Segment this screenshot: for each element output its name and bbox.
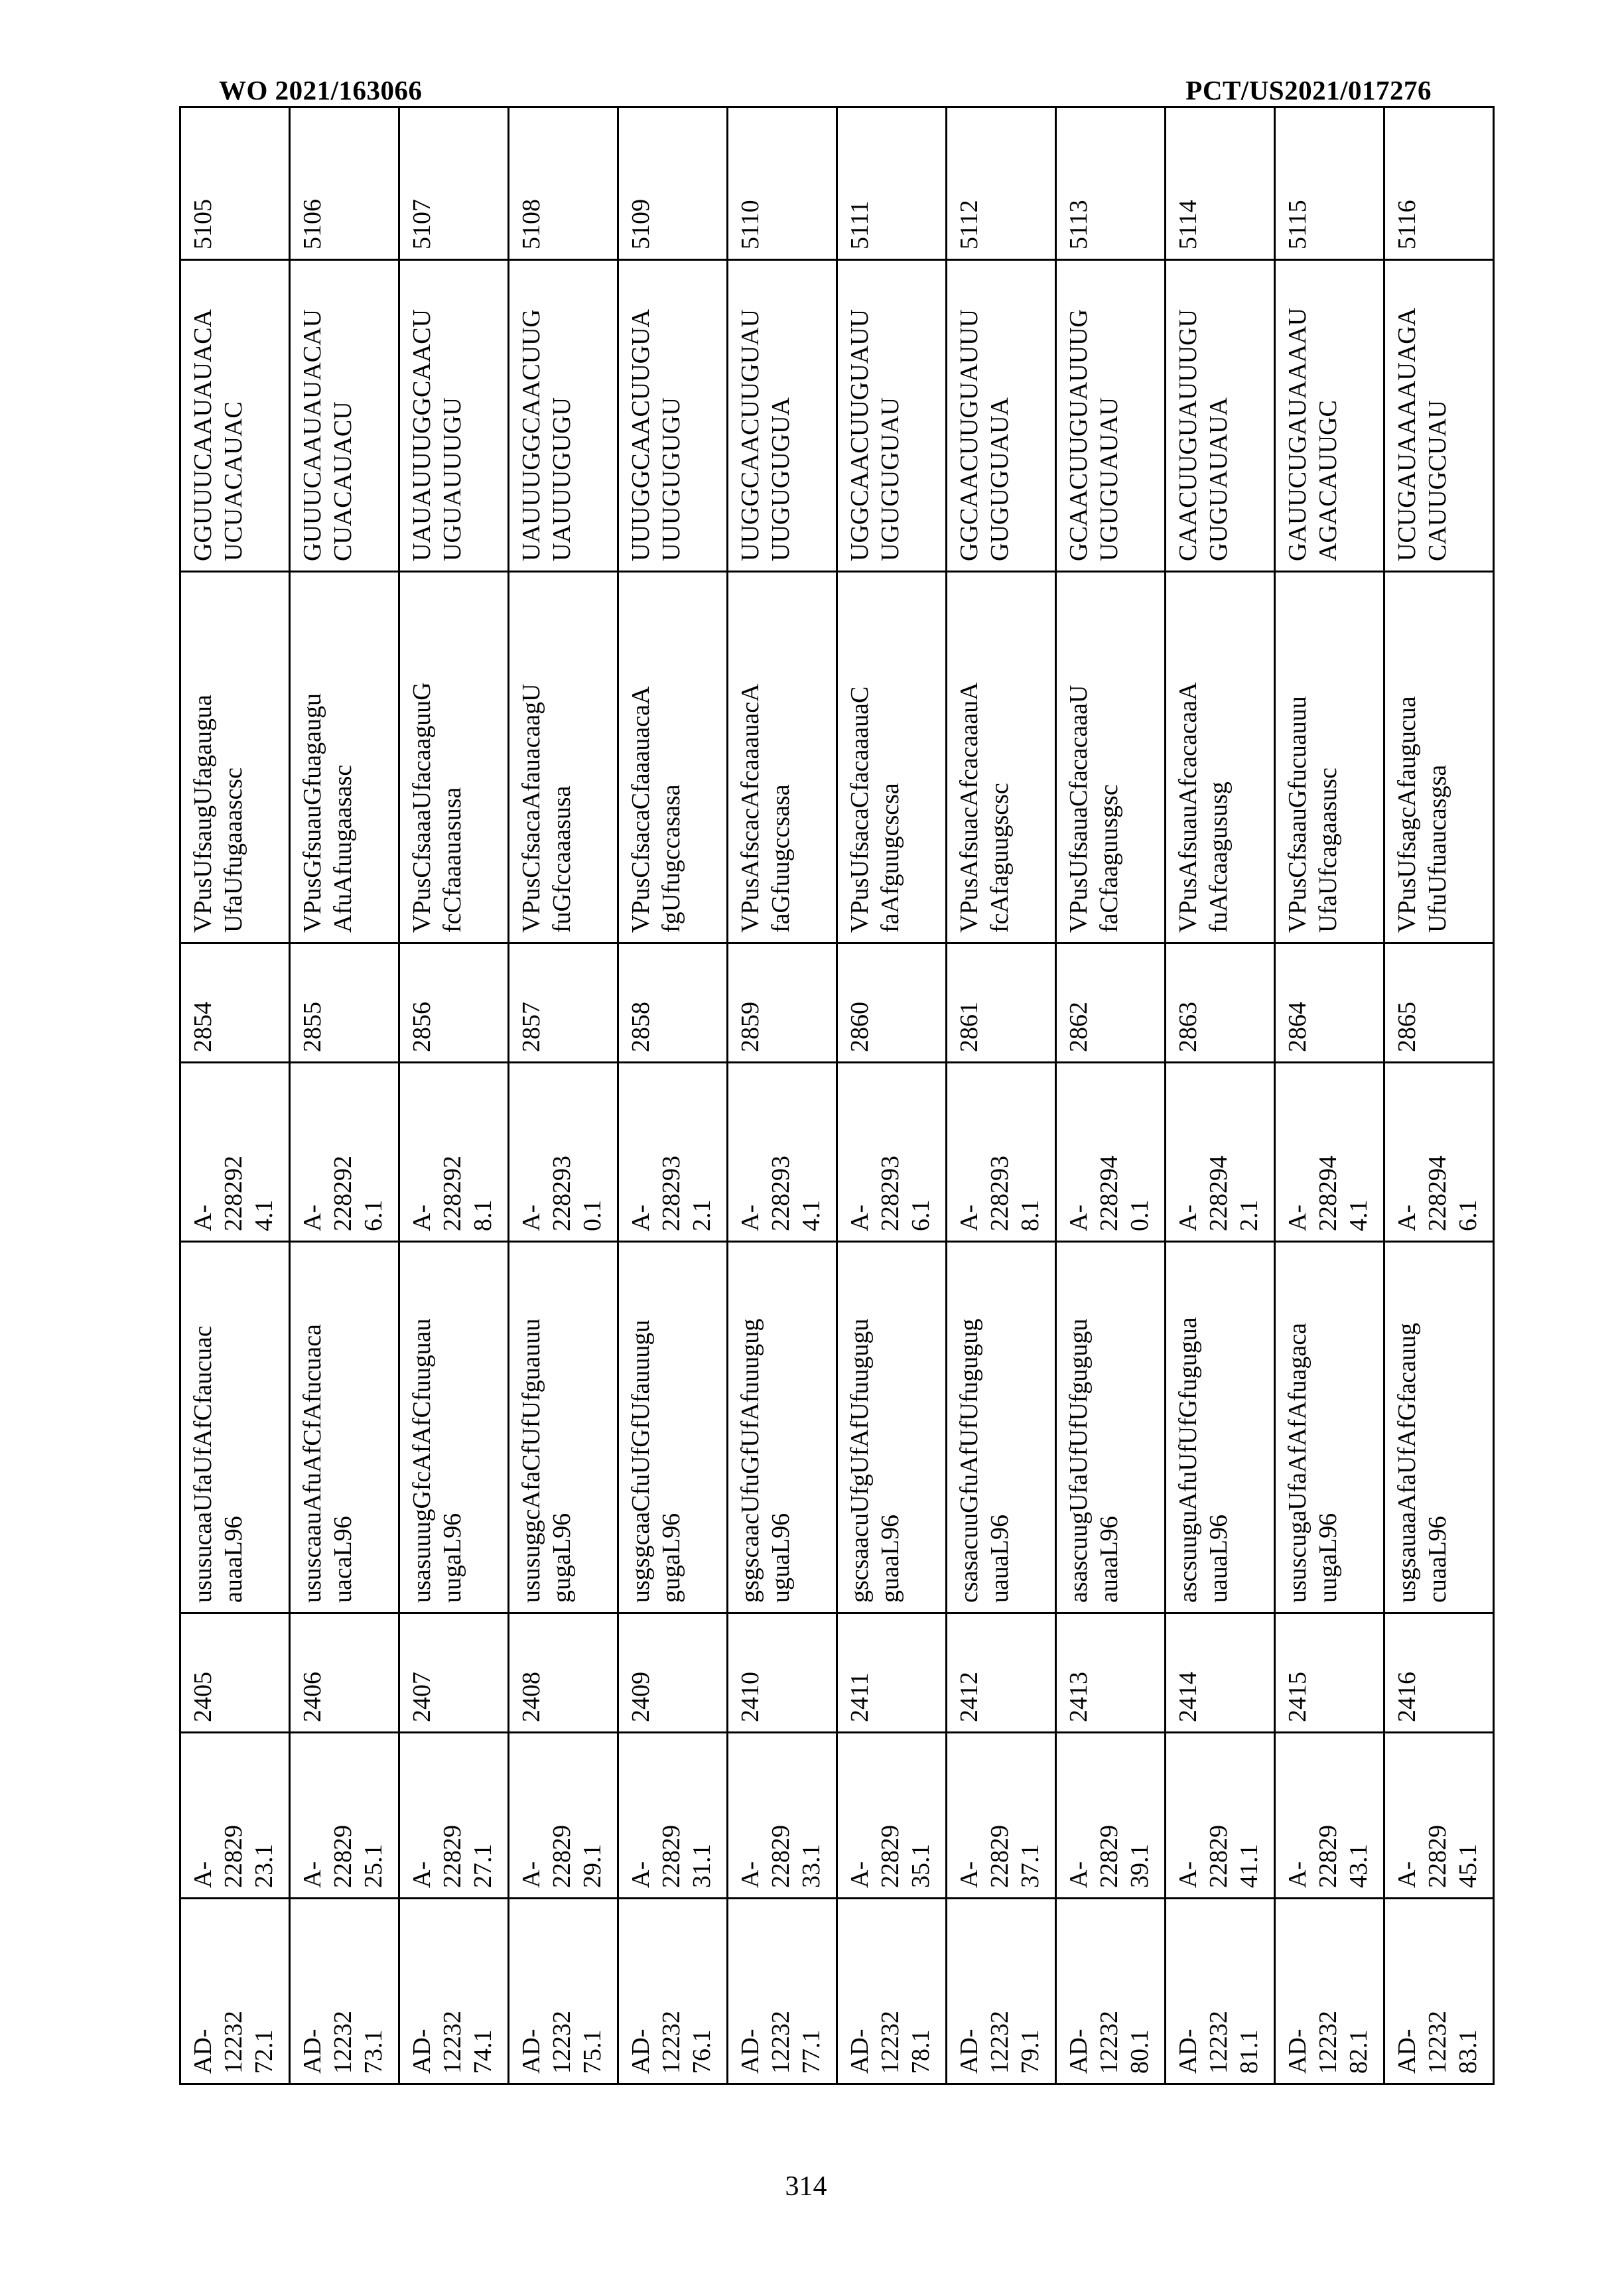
cell-duplex-name: AD- 12232 79.1	[947, 1899, 1056, 2084]
cell-sense-sequence: asascuugUfaUfUfUfgugugu auaaL96	[1056, 1242, 1166, 1613]
cell-antisense-oligo-name: A- 228292 8.1	[399, 1063, 509, 1242]
cell-antisense-oligo-name: A- 228293 2.1	[618, 1063, 728, 1242]
table-row	[1275, 107, 1384, 2084]
cell-duplex-name: AD- 12232 72.1	[180, 1899, 290, 2084]
cell-target-sequence: UAUUUGGCAACUUG UAUUUGUGU	[509, 260, 618, 572]
cell-sense-oligo-name: A- 22829 35.1	[837, 1733, 947, 1899]
cell-duplex-name: AD- 12232 80.1	[1056, 1899, 1166, 2084]
cell-sense-sequence: usgsauaaAfaUfAfGfacauug cuaaL96	[1384, 1242, 1494, 1613]
doc-header	[219, 74, 1432, 106]
cell-antisense-oligo-name: A- 228294 2.1	[1166, 1063, 1275, 1242]
cell-sense-seq-id: 2410	[728, 1613, 837, 1733]
cell-sense-seq-id: 2405	[180, 1613, 290, 1733]
cell-sense-seq-id: 2412	[947, 1613, 1056, 1733]
cell-sense-seq-id: 2415	[1275, 1613, 1384, 1733]
publication-number: WO 2021/163066	[219, 75, 423, 105]
cell-antisense-seq-id: 2861	[947, 943, 1056, 1063]
cell-antisense-seq-id: 2856	[399, 943, 509, 1063]
cell-antisense-seq-id: 2864	[1275, 943, 1384, 1063]
cell-target-seq-id: 5116	[1384, 107, 1494, 260]
cell-duplex-name: AD- 12232 82.1	[1275, 1899, 1384, 2084]
cell-target-seq-id: 5105	[180, 107, 290, 260]
cell-antisense-seq-id: 2854	[180, 943, 290, 1063]
cell-sense-oligo-name: A- 22829 45.1	[1384, 1733, 1494, 1899]
cell-antisense-sequence: VPusUfsaugUfagaugua UfaUfugaaascsc	[180, 572, 290, 943]
table-row	[1384, 107, 1494, 2084]
cell-antisense-seq-id: 2863	[1166, 943, 1275, 1063]
cell-target-seq-id: 5112	[947, 107, 1056, 260]
cell-antisense-sequence: VPusCfsaaaUfacaaguuG fcCfaaauasusa	[399, 572, 509, 943]
table-row	[180, 107, 290, 2084]
cell-target-seq-id: 5114	[1166, 107, 1275, 260]
table-row	[399, 107, 509, 2084]
cell-sense-sequence: ususuggcAfaCfUfUfguauuu gugaL96	[509, 1242, 618, 1613]
cell-sense-oligo-name: A- 22829 39.1	[1056, 1733, 1166, 1899]
cell-antisense-sequence: VPusCfsacaAfauacaagU fuGfccaaasusa	[509, 572, 618, 943]
cell-antisense-sequence: VPusUfsagcAfaugucua UfuUfuaucasgsa	[1384, 572, 1494, 943]
cell-sense-seq-id: 2413	[1056, 1613, 1166, 1733]
cell-antisense-sequence: VPusUfsacaCfacaaauaC faAfguugcscsa	[837, 572, 947, 943]
cell-target-seq-id: 5109	[618, 107, 728, 260]
cell-antisense-sequence: VPusCfsacaCfaaauacaA fgUfugccasasa	[618, 572, 728, 943]
cell-duplex-name: AD- 12232 73.1	[290, 1899, 399, 2084]
cell-target-sequence: GCAACUUGUAUUUG UGUGUAUAU	[1056, 260, 1166, 572]
cell-antisense-seq-id: 2855	[290, 943, 399, 1063]
cell-target-seq-id: 5107	[399, 107, 509, 260]
table-row	[509, 107, 618, 2084]
page-number: 314	[785, 2171, 827, 2202]
cell-duplex-name: AD- 12232 74.1	[399, 1899, 509, 2084]
cell-sense-oligo-name: A- 22829 25.1	[290, 1733, 399, 1899]
cell-sense-oligo-name: A- 22829 33.1	[728, 1733, 837, 1899]
cell-antisense-seq-id: 2860	[837, 943, 947, 1063]
cell-antisense-seq-id: 2859	[728, 943, 837, 1063]
table-row	[290, 107, 399, 2084]
cell-target-seq-id: 5106	[290, 107, 399, 260]
cell-sense-sequence: gscsaacuUfgUfAfUfuugugu guaaL96	[837, 1242, 947, 1613]
cell-sense-sequence: ususcaauAfuAfCfAfucuaca uacaL96	[290, 1242, 399, 1613]
rotated-table-wrapper	[179, 108, 1493, 2085]
cell-target-sequence: GUUUCAAUAUACAU CUACAUACU	[290, 260, 399, 572]
table-row	[1056, 107, 1166, 2084]
cell-sense-oligo-name: A- 22829 41.1	[1166, 1733, 1275, 1899]
cell-antisense-oligo-name: A- 228294 0.1	[1056, 1063, 1166, 1242]
table-row	[947, 107, 1056, 2084]
table-row	[618, 107, 728, 2084]
cell-sense-seq-id: 2409	[618, 1613, 728, 1733]
cell-antisense-oligo-name: A- 228294 4.1	[1275, 1063, 1384, 1242]
cell-sense-oligo-name: A- 22829 37.1	[947, 1733, 1056, 1899]
cell-target-seq-id: 5113	[1056, 107, 1166, 260]
cell-sense-sequence: csasacuuGfuAfUfUfugugug uauaL96	[947, 1242, 1056, 1613]
cell-sense-sequence: ususcugaUfaAfAfAfuagaca uugaL96	[1275, 1242, 1384, 1613]
cell-sense-seq-id: 2414	[1166, 1613, 1275, 1733]
cell-antisense-oligo-name: A- 228293 4.1	[728, 1063, 837, 1242]
cell-sense-sequence: usasuuugGfcAfAfCfuuguau uugaL96	[399, 1242, 509, 1613]
cell-sense-sequence: gsgscaacUfuGfUfAfuuugug uguaL96	[728, 1242, 837, 1613]
cell-target-sequence: CAACUUGUAUUUGU GUGUAUAUA	[1166, 260, 1275, 572]
cell-sense-oligo-name: A- 22829 27.1	[399, 1733, 509, 1899]
application-number: PCT/US2021/017276	[1185, 75, 1432, 105]
cell-antisense-oligo-name: A- 228294 6.1	[1384, 1063, 1494, 1242]
cell-sense-oligo-name: A- 22829 29.1	[509, 1733, 618, 1899]
cell-target-seq-id: 5115	[1275, 107, 1384, 260]
cell-sense-seq-id: 2406	[290, 1613, 399, 1733]
sequence-table	[179, 106, 1495, 2085]
cell-duplex-name: AD- 12232 83.1	[1384, 1899, 1494, 2084]
cell-antisense-sequence: VPusUfsauaCfacacaaaU faCfaaguusgsc	[1056, 572, 1166, 943]
cell-duplex-name: AD- 12232 75.1	[509, 1899, 618, 2084]
cell-antisense-seq-id: 2857	[509, 943, 618, 1063]
cell-antisense-oligo-name: A- 228292 6.1	[290, 1063, 399, 1242]
cell-antisense-oligo-name: A- 228293 0.1	[509, 1063, 618, 1242]
cell-duplex-name: AD- 12232 81.1	[1166, 1899, 1275, 2084]
cell-target-sequence: UUUGGCAACUUGUA UUUGUGUGU	[618, 260, 728, 572]
cell-target-sequence: UGGCAACUUGUAUU UGUGUGUAU	[837, 260, 947, 572]
cell-target-sequence: GAUUCUGAUAAAAU AGACAUUGC	[1275, 260, 1384, 572]
cell-antisense-seq-id: 2862	[1056, 943, 1166, 1063]
cell-antisense-oligo-name: A- 228293 8.1	[947, 1063, 1056, 1242]
cell-target-seq-id: 5108	[509, 107, 618, 260]
cell-sense-sequence: ascsuuguAfuUfUfGfugugua uauaL96	[1166, 1242, 1275, 1613]
cell-sense-oligo-name: A- 22829 43.1	[1275, 1733, 1384, 1899]
cell-sense-seq-id: 2408	[509, 1613, 618, 1733]
cell-target-sequence: UUGGCAACUUGUAU UUGUGUGUA	[728, 260, 837, 572]
cell-duplex-name: AD- 12232 77.1	[728, 1899, 837, 2084]
cell-sense-sequence: ususucaaUfaUfAfCfaucuac auaaL96	[180, 1242, 290, 1613]
cell-sense-seq-id: 2411	[837, 1613, 947, 1733]
cell-target-sequence: GGCAACUUGUAUUU GUGUGUAUA	[947, 260, 1056, 572]
cell-duplex-name: AD- 12232 76.1	[618, 1899, 728, 2084]
cell-antisense-oligo-name: A- 228293 6.1	[837, 1063, 947, 1242]
cell-sense-oligo-name: A- 22829 31.1	[618, 1733, 728, 1899]
cell-target-sequence: UAUAUUUGGCAACU UGUAUUUGU	[399, 260, 509, 572]
cell-target-seq-id: 5110	[728, 107, 837, 260]
cell-antisense-sequence: VPusAfsuacAfcacaaauA fcAfaguugscsc	[947, 572, 1056, 943]
cell-antisense-oligo-name: A- 228292 4.1	[180, 1063, 290, 1242]
cell-antisense-sequence: VPusCfsaauGfucuauuu UfaUfcagaasusc	[1275, 572, 1384, 943]
table-row	[837, 107, 947, 2084]
cell-antisense-seq-id: 2865	[1384, 943, 1494, 1063]
cell-sense-sequence: usgsgcaaCfuUfGfUfauuugu gugaL96	[618, 1242, 728, 1613]
sequence-table-body	[180, 107, 1494, 2084]
cell-antisense-seq-id: 2858	[618, 943, 728, 1063]
cell-sense-seq-id: 2407	[399, 1613, 509, 1733]
cell-antisense-sequence: VPusAfscacAfcaaauacA faGfuugccsasa	[728, 572, 837, 943]
cell-duplex-name: AD- 12232 78.1	[837, 1899, 947, 2084]
cell-target-sequence: UCUGAUAAAAUAGA CAUUGCUAU	[1384, 260, 1494, 572]
cell-antisense-sequence: VPusAfsuauAfcacacaaA fuAfcaagususg	[1166, 572, 1275, 943]
cell-antisense-sequence: VPusGfsuauGfuagaugu AfuAfuugaasasc	[290, 572, 399, 943]
cell-target-seq-id: 5111	[837, 107, 947, 260]
cell-target-sequence: GGUUUCAAUAUACA UCUACAUAC	[180, 260, 290, 572]
table-row	[728, 107, 837, 2084]
cell-sense-oligo-name: A- 22829 23.1	[180, 1733, 290, 1899]
table-row	[1166, 107, 1275, 2084]
cell-sense-seq-id: 2416	[1384, 1613, 1494, 1733]
